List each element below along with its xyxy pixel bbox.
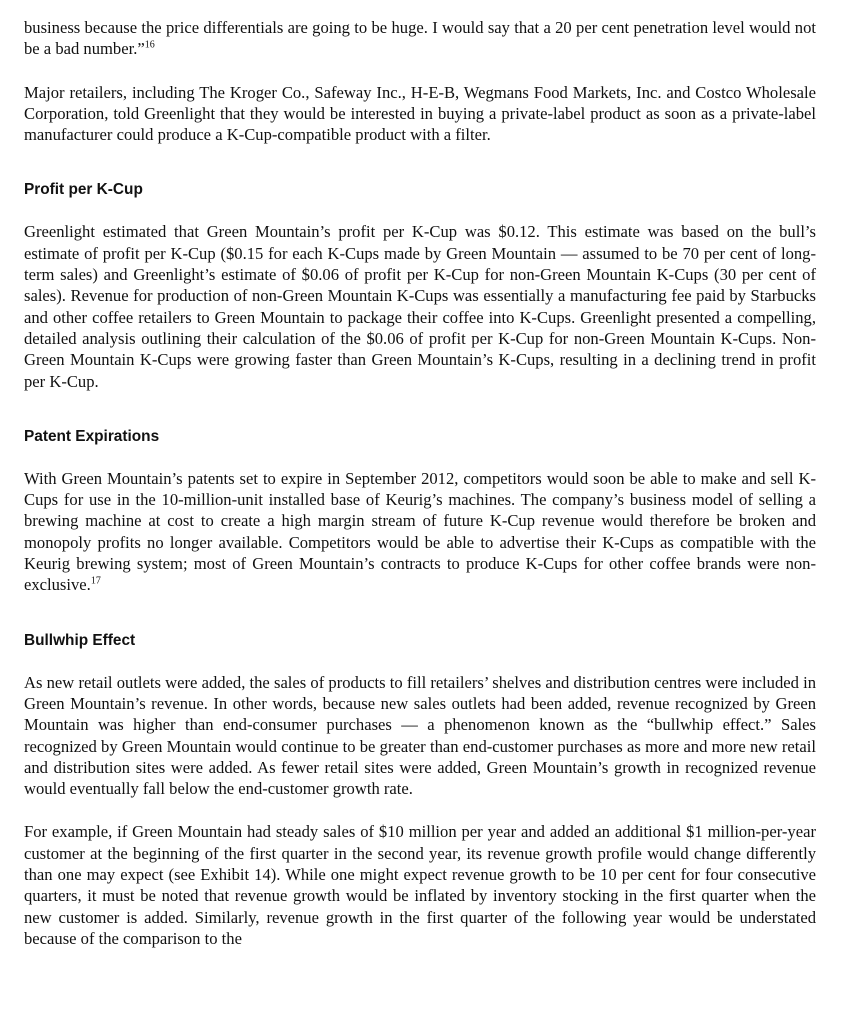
example-paragraph: For example, if Green Mountain had steady sales of $10 million per year and added an additional $1 million-per-year customer at the beginning of the first quarter in the second year, its revenue growth profile would change differently than one may expect (see Exhibit 14). While one might expect revenue growth to be 10 per cent for four consecutive quarters, it must be noted that revenue growth would be inflated by inventory stocking in the first quarter when the new customer is added. Similarly, revenue growth in the first quarter of the following year would be understated because of the comparison to the (24, 822, 816, 948)
profit-per-kcup-paragraph: Greenlight estimated that Green Mountain’s profit per K-Cup was $0.12. This estimate was based on the bull’s estimate of profit per K-Cup ($0.15 for each K-Cups made by Green Mountain — assumed to be 70 per cent of long-term sales) and Greenlight’s estimate of $0.06 of profit per K-Cup for non-Green Mountain K-Cups (30 per cent of sales). Revenue for production of non-Green Mountain K-Cups was essentially a manufacturing fee paid by Starbucks and other coffee retailers to Green Mountain to package their coffee into K-Cups. Greenlight presented a compelling, detailed analysis outlining their calculation of the $0.06 of profit per K-Cup for non-Green Mountain K-Cups. Non-Green Mountain K-Cups were growing faster than Green Mountain’s K-Cups, resulting in a declining trend in profit per K-Cup. (24, 222, 816, 391)
bullwhip-effect-heading: Bullwhip Effect (24, 631, 136, 649)
document-page (24, 17, 816, 949)
patent-expirations-heading: Patent Expirations (24, 427, 160, 445)
patent-expirations-text: With Green Mountain’s patents set to expire in September 2012, competitors would soon be able to make and sell K-Cups for use in the 10-million-unit installed base of Keurig’s machines. The company’s business model of selling a brewing machine at cost to create a high margin stream of future K-Cup revenue would therefore be broken and monopoly profits no longer available. Competitors would be able to advertise their K-Cups as compatible with the Keurig brewing system; most of Green Mountain’s contracts to produce K-Cups for other coffee brands were non-exclusive. (24, 468, 816, 595)
section-spacer (24, 145, 816, 180)
intro-paragraph-text: business because the price differentials are going to be huge. I would say that a 20 per cent penetration level would not be a bad number.” (24, 18, 816, 59)
heading-spacer (24, 200, 816, 221)
section-spacer (24, 392, 816, 427)
footnote-marker-16: 16 (144, 39, 155, 51)
paragraph-spacer (24, 60, 816, 82)
retailers-paragraph: Major retailers, including The Kroger Co., Safeway Inc., H-E-B, Wegmans Food Markets, Inc. and Costco Wholesale Corporation, told Greenlight that they would be interested in buying a private-label product as soon as a private-label manufacturer could produce a K-Cup-compatible product with a filter. (24, 82, 816, 145)
bullwhip-effect-paragraph: As new retail outlets were added, the sales of products to fill retailers’ shelves and distribution centres were included in Green Mountain’s revenue. In other words, because new sales outlets had been added, revenue recognized by Green Mountain was higher than end-consumer purchases — a phenomenon known as the “bullwhip effect.” Sales recognized by Green Mountain would continue to be greater than end-customer purchases as more and more new retail and distribution sites were added. As fewer retail sites were added, Green Mountain’s growth in recognized revenue would eventually fall below the end-customer growth rate. (24, 672, 816, 799)
intro-paragraph (24, 17, 816, 60)
patent-expirations-paragraph (24, 468, 816, 596)
heading-spacer (24, 651, 816, 672)
section-spacer (24, 596, 816, 631)
footnote-marker-17: 17 (90, 575, 101, 587)
heading-spacer (24, 447, 816, 468)
paragraph-spacer (24, 799, 816, 821)
profit-per-kcup-heading: Profit per K-Cup (24, 181, 143, 199)
